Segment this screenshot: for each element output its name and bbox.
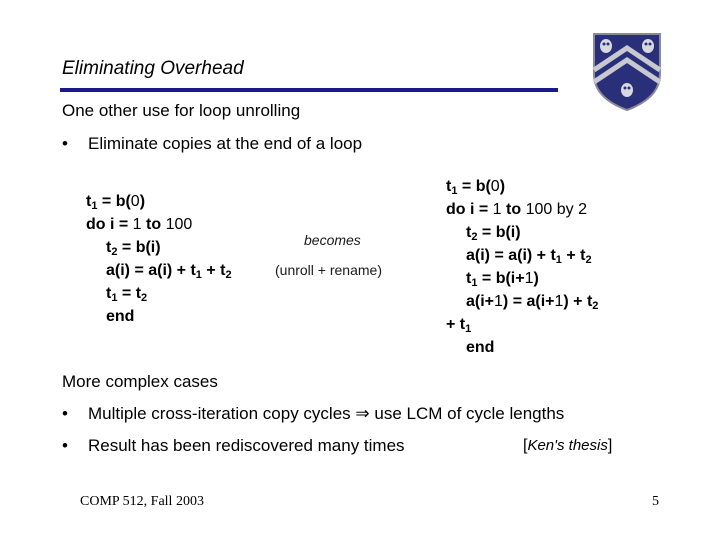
title-underline	[60, 88, 558, 92]
code-line: $t_1 = b(i+1)$	[466, 270, 539, 289]
code-line: do i = 1 to 100	[86, 216, 193, 233]
code-line: $a(i) = a(i) + t_1 + t_2$	[106, 262, 232, 281]
bullet-icon: •	[62, 134, 68, 153]
becomes-label: becomes	[304, 232, 361, 248]
code-line: end	[466, 339, 495, 356]
code-line: $a(i+1) = a(i+1) + t_2$	[466, 293, 599, 312]
code-line: $a(i) = a(i) + t_1 + t_2$	[466, 247, 592, 266]
code-line: $t_1 = b(0)$	[446, 178, 506, 197]
bullet-icon: •	[62, 404, 68, 423]
implies-icon: ⇒	[355, 404, 370, 423]
page-number: 5	[652, 494, 659, 509]
bullet-item	[62, 134, 362, 154]
code-line: do i = 1 to 100 by 2	[446, 201, 587, 218]
citation: [Ken's thesis]	[523, 437, 613, 454]
bullet-text: use LCM of cycle lengths	[374, 404, 565, 423]
section-heading: More complex cases	[62, 372, 218, 391]
original-loop-code	[86, 190, 232, 328]
unroll-rename-label: (unroll + rename)	[275, 262, 382, 278]
bullet-item	[62, 404, 564, 424]
code-line: $t_2 = b(i)$	[466, 224, 521, 243]
unrolled-loop-code	[446, 175, 598, 359]
footer-course: COMP 512, Fall 2003	[80, 494, 204, 509]
bullet-text: Multiple cross-iteration copy cycles	[88, 404, 351, 423]
bullet-item	[62, 436, 405, 456]
code-line: + $t_1$	[446, 316, 472, 335]
code-line: $t_1 = t_2$	[106, 285, 148, 304]
bullet-icon: •	[62, 436, 68, 455]
code-line: $t_1 = b(0)$	[86, 193, 146, 212]
code-line: end	[106, 308, 135, 325]
intro-text: One other use for loop unrolling	[62, 101, 301, 120]
bullet-text: Result has been rediscovered many times	[88, 436, 405, 455]
code-line: $t_2 = b(i)$	[106, 239, 161, 258]
university-shield-logo	[590, 30, 664, 112]
slide-title: Eliminating Overhead	[62, 58, 244, 79]
bullet-text: Eliminate copies at the end of a loop	[88, 134, 363, 153]
